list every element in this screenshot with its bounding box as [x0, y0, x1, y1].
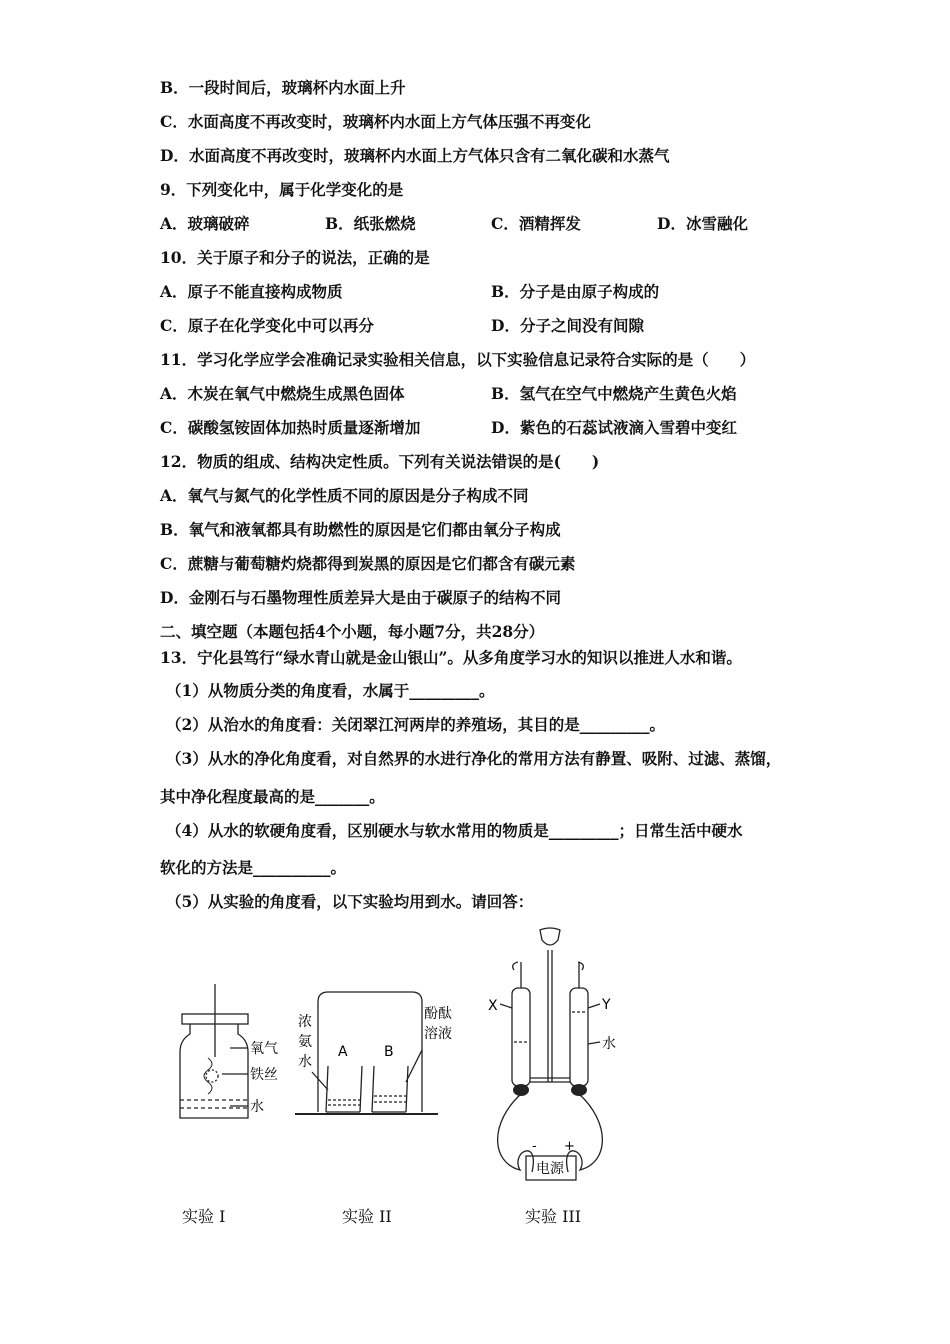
- exp1-label-water: 水: [250, 1099, 264, 1115]
- q9-stem: 9．下列变化中，属于化学变化的是: [160, 180, 404, 199]
- exp3-label-x: X: [488, 998, 498, 1014]
- q11-option-a: A．木炭在氧气中燃烧生成黑色固体: [160, 384, 405, 403]
- exp3-electrolysis: [498, 928, 603, 1180]
- exp2-label-right-2: 溶液: [424, 1026, 452, 1042]
- exp1-caption: 实验 I: [182, 1207, 226, 1226]
- q10-option-d: D．分子之间没有间隙: [491, 316, 644, 335]
- exp2-caption: 实验 II: [342, 1207, 392, 1226]
- q9-option-d: D．冰雪融化: [657, 214, 748, 233]
- exp3-plus-terminal: +: [564, 1139, 575, 1154]
- q9-option-b: B．纸张燃烧: [325, 214, 416, 233]
- exp3-minus-terminal: -: [532, 1139, 537, 1154]
- exp1-label-iron-wire: 铁丝: [250, 1067, 278, 1083]
- exp3-label-water: 水: [602, 1036, 616, 1052]
- q10-stem: 10．关于原子和分子的说法，正确的是: [160, 248, 430, 267]
- q10-option-a: A．原子不能直接构成物质: [160, 282, 343, 301]
- q10-option-c: C．原子在化学变化中可以再分: [160, 316, 374, 335]
- q8-option-d: D．水面高度不再改变时，玻璃杯内水面上方气体只含有二氧化碳和水蒸气: [160, 146, 670, 165]
- q11-option-c: C．碳酸氢铵固体加热时质量逐渐增加: [160, 418, 421, 437]
- exp1-label-oxygen: 氧气: [250, 1041, 278, 1057]
- q13-part3-line1: （3）从水的净化角度看，对自然界的水进行净化的常用方法有静置、吸附、过滤、蒸馏，: [166, 749, 782, 768]
- exp2-label-left-3: 水: [298, 1054, 312, 1070]
- q8-option-c: C．水面高度不再改变时，玻璃杯内水面上方气体压强不再变化: [160, 112, 591, 131]
- exp1-bottle: [180, 984, 248, 1118]
- exp3-caption: 实验 III: [525, 1207, 582, 1226]
- q13-part4-line2: 软化的方法是__________。: [160, 858, 347, 877]
- exp2-label-right-1: 酚酞: [424, 1006, 452, 1022]
- q13-part3-line2: 其中净化程度最高的是_______。: [160, 787, 385, 806]
- q13-part1: （1）从物质分类的角度看，水属于_________。: [166, 681, 495, 700]
- q13-part4-line1: （4）从水的软硬角度看，区别硬水与软水常用的物质是_________；日常生活中硬水: [166, 821, 743, 840]
- q12-option-c: C．蔗糖与葡萄糖灼烧都得到炭黑的原因是它们都含有碳元素: [160, 554, 576, 573]
- q11-option-b: B．氢气在空气中燃烧产生黄色火焰: [491, 384, 737, 403]
- exp2-bell-jar: [295, 992, 438, 1114]
- experiment-diagram: [160, 922, 800, 1232]
- exp2-label-left-1: 浓: [298, 1014, 312, 1030]
- q9-option-a: A．玻璃破碎: [160, 214, 250, 233]
- exp3-label-y: Y: [602, 997, 611, 1013]
- experiment-figure: [160, 922, 800, 1232]
- exp2-label-left-2: 氨: [298, 1034, 312, 1050]
- q10-option-b: B．分子是由原子构成的: [491, 282, 660, 301]
- q11-option-d: D．紫色的石蕊试液滴入雪碧中变红: [491, 418, 737, 437]
- q11-stem: 11．学习化学应学会准确记录实验相关信息，以下实验信息记录符合实际的是（ ）: [160, 350, 756, 369]
- exp2-beaker-b-label: B: [384, 1044, 394, 1060]
- exp2-beaker-a-label: A: [338, 1044, 348, 1060]
- q13-part5: （5）从实验的角度看，以下实验均用到水。请回答：: [166, 892, 534, 911]
- q13-stem: 13．宁化县笃行“绿水青山就是金山银山”。从多角度学习水的知识以推进人水和谐。: [160, 648, 742, 667]
- q13-part2: （2）从治水的角度看：关闭翠江河两岸的养殖场，其目的是_________。: [166, 715, 666, 734]
- q12-option-a: A．氧气与氮气的化学性质不同的原因是分子构成不同: [160, 486, 529, 505]
- q8-option-b: B．一段时间后，玻璃杯内水面上升: [160, 78, 406, 97]
- section-heading: 二、填空题（本题包括4个小题，每小题7分，共28分）: [160, 622, 545, 641]
- q12-option-b: B．氧气和液氧都具有助燃性的原因是它们都由氧分子构成: [160, 520, 561, 539]
- q12-option-d: D．金刚石与石墨物理性质差异大是由于碳原子的结构不同: [160, 588, 561, 607]
- q12-stem: 12．物质的组成、结构决定性质。下列有关说法错误的是( ): [160, 452, 600, 471]
- q9-option-c: C．酒精挥发: [491, 214, 581, 233]
- exp3-power-supply: 电源: [536, 1161, 564, 1177]
